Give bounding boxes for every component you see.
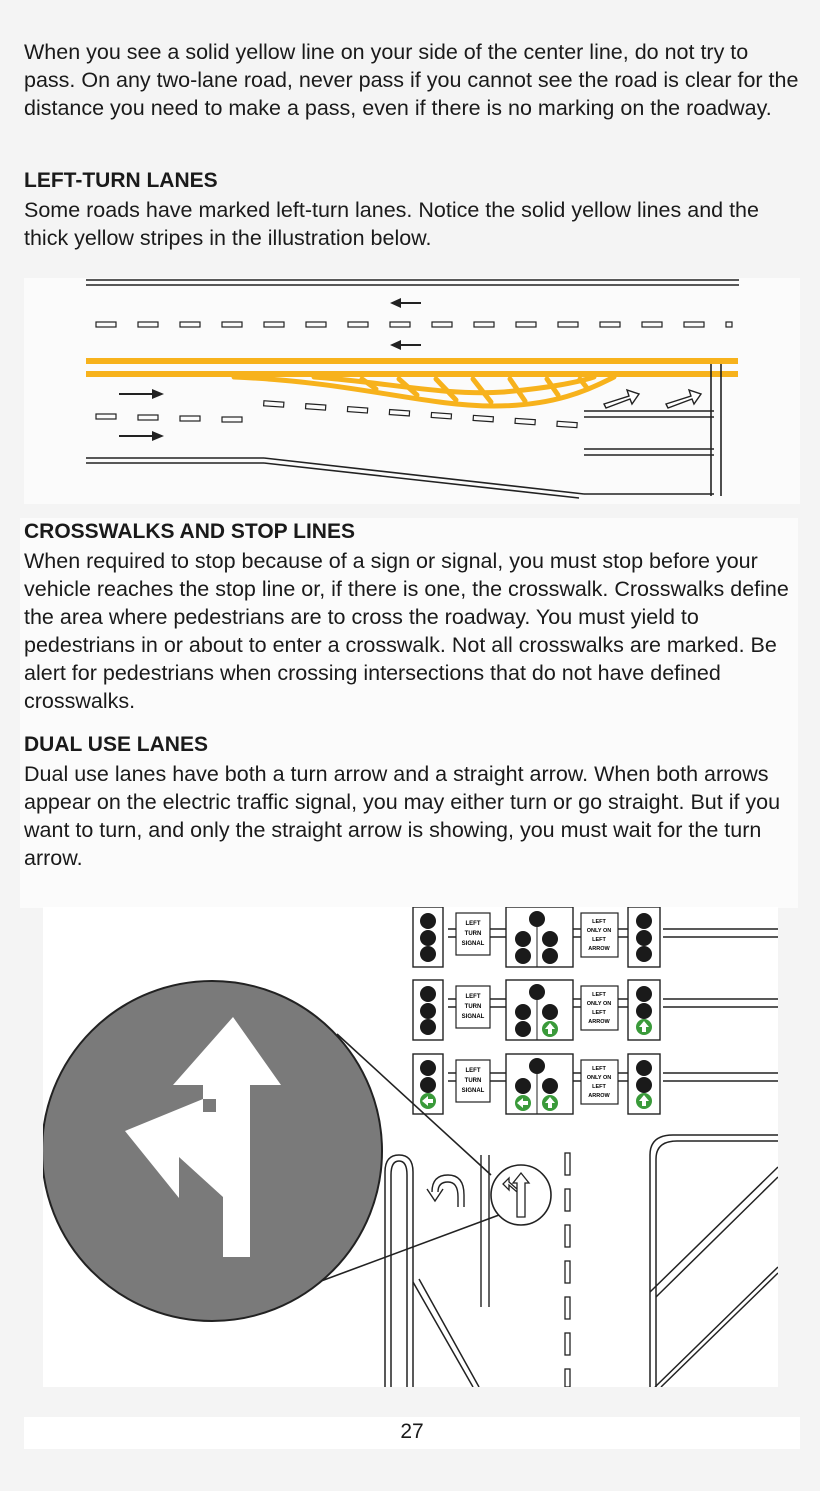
sign-line: SIGNAL: [461, 941, 485, 947]
dual-use-intersection-diagram: [43, 907, 778, 1387]
sign-line: LEFT: [592, 992, 606, 998]
sign-line: ARROW: [588, 1093, 610, 1099]
sign-line: LEFT: [592, 919, 606, 925]
crosswalks-paragraph: When required to stop because of a sign or signal, you must stop before your vehicle reaches the stop line or, if there is one, the crosswalk. Crosswalks define the area where pedestrians are to cross the roadway. You must yield to pedestrians in or about to enter a crosswalk. Not all crosswalks are marked. Be alert for pedestrians when crossing intersections that do not have defined crosswalks.: [24, 549, 789, 713]
sign-line: LEFT: [465, 1068, 481, 1074]
u-turn-arrow-icon: [427, 1175, 464, 1207]
left-turn-paragraph: Some roads have marked left-turn lanes. Notice the solid yellow lines and the thick yellow stripes in the illustration below.: [24, 198, 759, 250]
dual-use-heading: DUAL USE LANES: [24, 733, 208, 756]
traffic-signal-row-2: [413, 980, 660, 1040]
leftward-arrow-icon: [390, 298, 421, 308]
sign-line: LEFT: [465, 994, 481, 1000]
turn-arrow-icon: [604, 390, 639, 408]
dual-use-illustration: [43, 907, 778, 1387]
left-turn-heading: LEFT-TURN LANES: [24, 169, 218, 192]
sign-line: LEFT: [592, 1084, 606, 1090]
dashed-center-line: [565, 1153, 570, 1387]
sign-line: ONLY ON: [586, 1075, 612, 1081]
sign-line: SIGNAL: [461, 1088, 485, 1094]
sign-line: LEFT: [592, 1010, 606, 1016]
page-number: 27: [24, 1417, 800, 1449]
leftward-arrow-icon: [390, 340, 421, 350]
yellow-taper-median: [234, 377, 614, 406]
sign-line: ONLY ON: [586, 1001, 612, 1007]
turn-arrow-icon: [666, 390, 701, 408]
sign-line: ONLY ON: [586, 928, 612, 934]
yellow-center-line: [86, 358, 738, 377]
rightward-arrow-icon: [119, 389, 164, 399]
sign-line: LEFT: [592, 937, 606, 943]
right-curb: [650, 1135, 778, 1387]
sign-line: TURN: [464, 1078, 482, 1084]
sign-line: LEFT: [465, 921, 481, 927]
crosswalks-heading: CROSSWALKS AND STOP LINES: [24, 520, 355, 543]
sign-line: LEFT: [592, 1066, 606, 1072]
rightward-arrow-icon: [119, 431, 164, 441]
sign-line: TURN: [464, 931, 482, 937]
dashed-lane-line: [96, 322, 732, 327]
sign-line: ARROW: [588, 946, 610, 952]
left-turn-illustration: [24, 278, 800, 504]
traffic-signal-row-3: [413, 1054, 660, 1114]
dual-use-paragraph: Dual use lanes have both a turn arrow and a straight arrow. When both arrows appear on the electric traffic signal, you may either turn or go straight. But if you want to turn, and only the straight arrow is showing, you must wait for the turn arrow.: [24, 762, 781, 870]
intro-paragraph: When you see a solid yellow line on your side of the center line, do not try to pass. On any two-lane road, never pass if you cannot see the road is clear for the distance you need to make a pass, even if there is no marking on the roadway.: [24, 40, 799, 120]
sign-line: SIGNAL: [461, 1014, 485, 1020]
sign-line: ARROW: [588, 1019, 610, 1025]
left-turn-lane-diagram: [24, 278, 800, 504]
sign-line: TURN: [464, 1004, 482, 1010]
